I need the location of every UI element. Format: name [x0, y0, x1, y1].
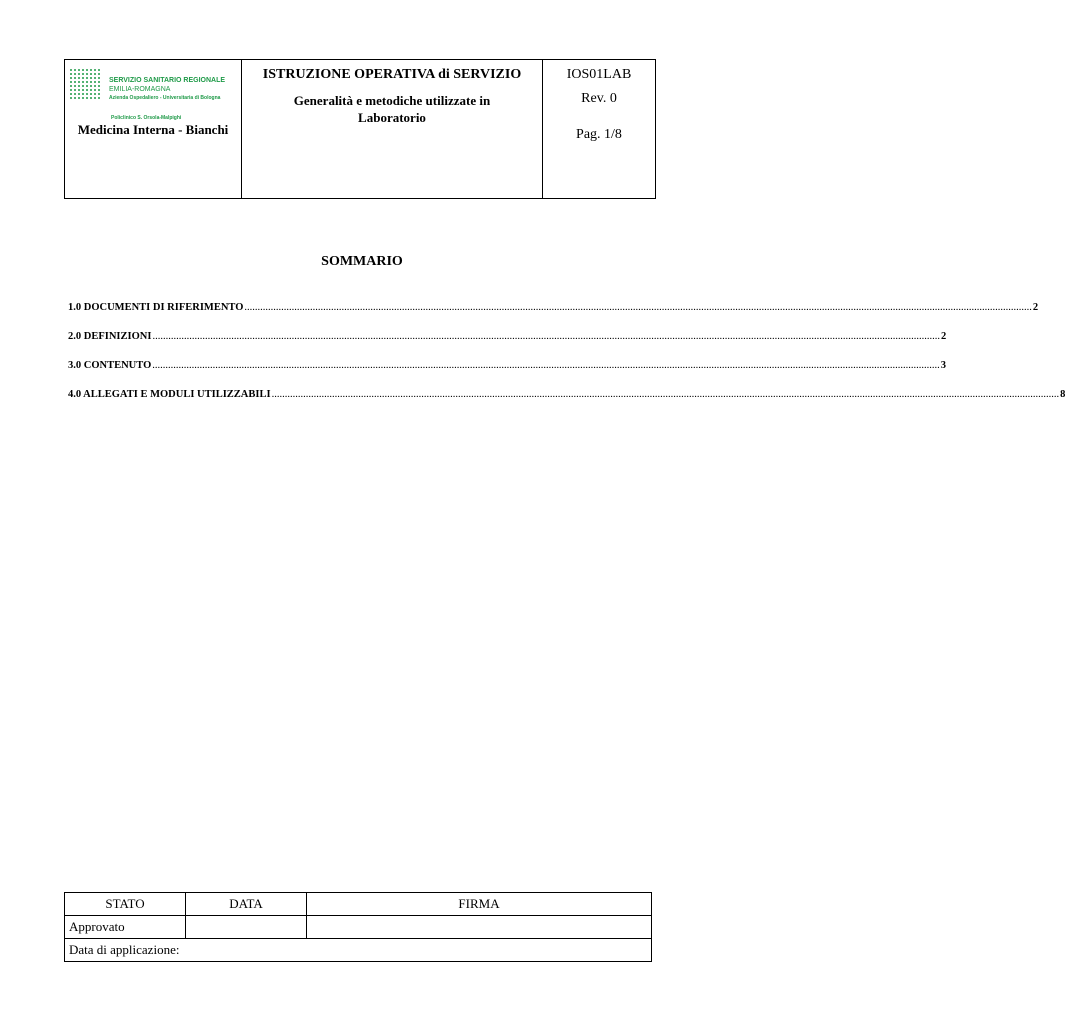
sommario-heading: SOMMARIO	[321, 254, 403, 269]
toc-item-title: 2.0 DEFINIZIONI	[68, 331, 152, 342]
toc-item[interactable]	[68, 389, 1065, 418]
toc-item-title: 3.0 CONTENUTO	[68, 360, 152, 371]
header-table	[64, 59, 656, 199]
document-type-title: ISTRUZIONE OPERATIVA di SERVIZIO	[262, 67, 522, 82]
document-subtitle: Generalità e metodiche utilizzate in Laboratorio	[293, 93, 491, 125]
toc-leader-dots: ............................................................................................................................................................................................................................................................................................................	[244, 302, 1032, 313]
logo-line-ssr: SERVIZIO SANITARIO REGIONALE	[109, 77, 226, 84]
logo-text	[109, 76, 225, 103]
toc-item-page: 8	[1060, 389, 1065, 400]
approval-table	[64, 892, 652, 962]
logo-line-azienda: Azienda Ospedaliero - Universitaria di Bologna	[109, 95, 221, 101]
toc-item-page: 3	[940, 360, 946, 371]
logo-cell	[65, 60, 242, 199]
approvato-label: Approvato	[65, 916, 186, 939]
approvato-data-cell[interactable]	[186, 916, 307, 939]
data-applicazione-label: Data di applicazione:	[65, 939, 652, 962]
logo-policlinico: Policlinico S. Orsola-Malpighi	[111, 115, 182, 121]
toc-leader-dots: ............................................................................................................................................................................................................................................................................................................	[152, 360, 940, 371]
approvato-firma-cell[interactable]	[307, 916, 652, 939]
header-data: DATA	[186, 893, 307, 916]
toc-leader-dots: ............................................................................................................................................................................................................................................................................................................	[152, 331, 940, 342]
title-cell	[242, 60, 543, 199]
toc-item-title: 1.0 DOCUMENTI DI RIFERIMENTO	[68, 302, 244, 313]
toc-item[interactable]	[68, 302, 1039, 331]
table-of-contents	[68, 302, 1065, 418]
toc-item-page: 2	[1032, 302, 1039, 313]
toc-leader-dots: ............................................................................................................................................................................................................................................................................................................	[271, 389, 1060, 400]
header-firma: FIRMA	[307, 893, 652, 916]
logo-line-region: EMILIA-ROMAGNA	[109, 86, 171, 93]
header-stato: STATO	[65, 893, 186, 916]
document-code: IOS01LAB	[566, 67, 632, 82]
toc-item[interactable]	[68, 331, 947, 360]
toc-item[interactable]	[68, 360, 946, 389]
page-number: Pag. 1/8	[576, 127, 622, 142]
toc-item-title: 4.0 ALLEGATI E MODULI UTILIZZABILI	[68, 389, 271, 400]
department-name: Medicina Interna - Bianchi	[77, 122, 229, 137]
regional-logo-icon	[69, 68, 103, 102]
toc-item-page: 2	[940, 331, 947, 342]
revision-label: Rev. 0	[581, 91, 617, 106]
code-cell	[543, 60, 656, 199]
